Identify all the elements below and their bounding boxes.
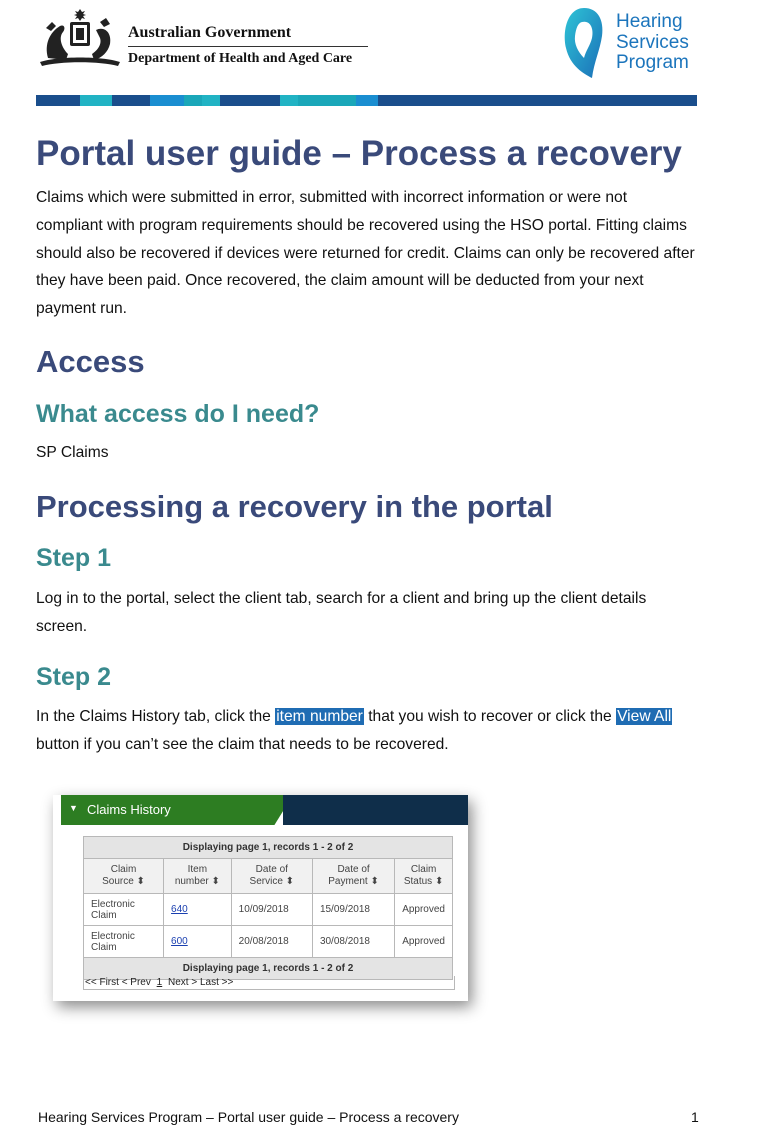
step1-text: Log in to the portal, select the client tab, search for a client and bring up the client details screen. <box>36 590 647 635</box>
stripe-segment <box>202 95 220 106</box>
stripe-segment <box>150 95 184 106</box>
column-header-line: Date of <box>337 864 370 875</box>
cell-claim-status: Approved <box>395 894 453 926</box>
cell-text: Claim <box>91 941 117 953</box>
coat-of-arms-icon <box>38 8 122 70</box>
cell-claim-status: Approved <box>395 926 453 958</box>
cell-item-number <box>164 894 232 926</box>
collapse-arrow-icon[interactable]: ▼ <box>69 803 78 813</box>
header-navy-band <box>283 795 468 825</box>
claims-history-header[interactable] <box>61 795 468 825</box>
column-header-line: Claim <box>410 864 437 875</box>
hsp-logo-text <box>616 12 689 74</box>
header-divider <box>128 46 368 47</box>
column-header-line: Status ⬍ <box>403 876 444 887</box>
column-header-date-of-service[interactable] <box>231 859 312 894</box>
cell-claim-source <box>84 926 164 958</box>
cell-date-of-payment: 15/09/2018 <box>312 894 394 926</box>
hsp-logo-line: Hearing <box>616 11 683 32</box>
cell-date-of-payment: 30/08/2018 <box>312 926 394 958</box>
cell-text: Claim <box>91 909 117 921</box>
column-header-line: Date of <box>255 864 288 875</box>
stripe-segment <box>184 95 202 106</box>
column-header-line: Service ⬍ <box>249 876 295 887</box>
stripe-segment <box>356 95 378 106</box>
hearing-services-logo-icon <box>562 6 606 80</box>
column-header-line: Payment ⬍ <box>328 876 379 887</box>
column-header-claim-status[interactable] <box>395 859 453 894</box>
column-header-line: Item <box>187 864 208 875</box>
pager-next-link[interactable]: Next > <box>168 977 198 988</box>
cell-claim-source <box>84 894 164 926</box>
item-number-highlight: item number <box>276 708 363 725</box>
hsp-logo-line: Services <box>616 31 689 53</box>
pagination-label: Displaying page 1, records 1 - 2 of 2 <box>84 837 453 859</box>
step2-text <box>36 703 701 759</box>
item-number-link[interactable]: 640 <box>171 904 188 915</box>
claims-history-title: Claims History <box>87 802 171 817</box>
stripe-segment <box>280 95 298 106</box>
pager <box>83 976 455 990</box>
footer-text: Hearing Services Program – Portal user guide – Process a recovery <box>38 1109 459 1125</box>
hsp-logo-line: Program <box>616 52 689 73</box>
step1-heading: Step 1 <box>36 544 112 572</box>
column-header-item-number[interactable] <box>164 859 232 894</box>
pagination-bar-top <box>84 837 453 859</box>
pager-prev-link[interactable]: < Prev <box>121 977 151 988</box>
view-all-highlight: View All <box>617 708 672 725</box>
access-requirement: SP Claims <box>36 444 109 461</box>
access-heading: Access <box>36 344 145 379</box>
cell-text: Electronic <box>91 898 135 910</box>
column-header-line: number ⬍ <box>174 876 220 887</box>
header-color-stripe <box>36 95 697 106</box>
column-header-claim-source[interactable] <box>84 859 164 894</box>
step2-heading: Step 2 <box>36 663 112 691</box>
pager-first-link[interactable]: << First <box>85 977 119 988</box>
step2-text-part: that you wish to recover or click the <box>363 708 617 725</box>
step2-text-part: button if you can’t see the claim that needs to be recovered. <box>36 736 449 753</box>
table-header-row <box>84 859 453 894</box>
pagination-label: Displaying page 1, records 1 - 2 of 2 <box>84 958 453 980</box>
page-title: Portal user guide – Process a recovery <box>36 134 682 173</box>
department-name: Department of Health and Aged Care <box>128 51 353 66</box>
stripe-segment <box>36 95 80 106</box>
stripe-segment <box>220 95 280 106</box>
table-row <box>84 894 453 926</box>
stripe-segment <box>378 95 697 106</box>
column-header-line: Source ⬍ <box>102 876 145 887</box>
claims-table <box>83 836 453 980</box>
item-number-link[interactable]: 600 <box>171 936 188 947</box>
pager-current-page[interactable]: 1 <box>156 977 163 988</box>
stripe-segment <box>112 95 150 106</box>
access-subheading: What access do I need? <box>36 400 320 428</box>
intro-paragraph: Claims which were submitted in error, submitted with incorrect information or were not compliant with program requirements should be recovered using the HSO portal. Fitting claims should also be recovered if devices were returned for credit. Claims can only be recovered after they have been paid. Once recovered, the claim amount will be deducted from your next payment run. <box>36 189 695 318</box>
cell-item-number <box>164 926 232 958</box>
government-name: Australian Government <box>128 24 292 41</box>
column-header-date-of-payment[interactable] <box>312 859 394 894</box>
column-header-line: Claim <box>110 864 137 875</box>
stripe-segment <box>298 95 356 106</box>
processing-heading: Processing a recovery in the portal <box>36 489 553 524</box>
pager-last-link[interactable]: Last >> <box>199 977 234 988</box>
cell-date-of-service: 20/08/2018 <box>231 926 312 958</box>
page-number: 1 <box>691 1109 699 1125</box>
step2-text-part: In the Claims History tab, click the <box>36 708 276 725</box>
stripe-segment <box>80 95 112 106</box>
cell-text: Electronic <box>91 930 135 942</box>
claims-history-screenshot <box>53 795 468 1001</box>
cell-date-of-service: 10/09/2018 <box>231 894 312 926</box>
table-row <box>84 926 453 958</box>
